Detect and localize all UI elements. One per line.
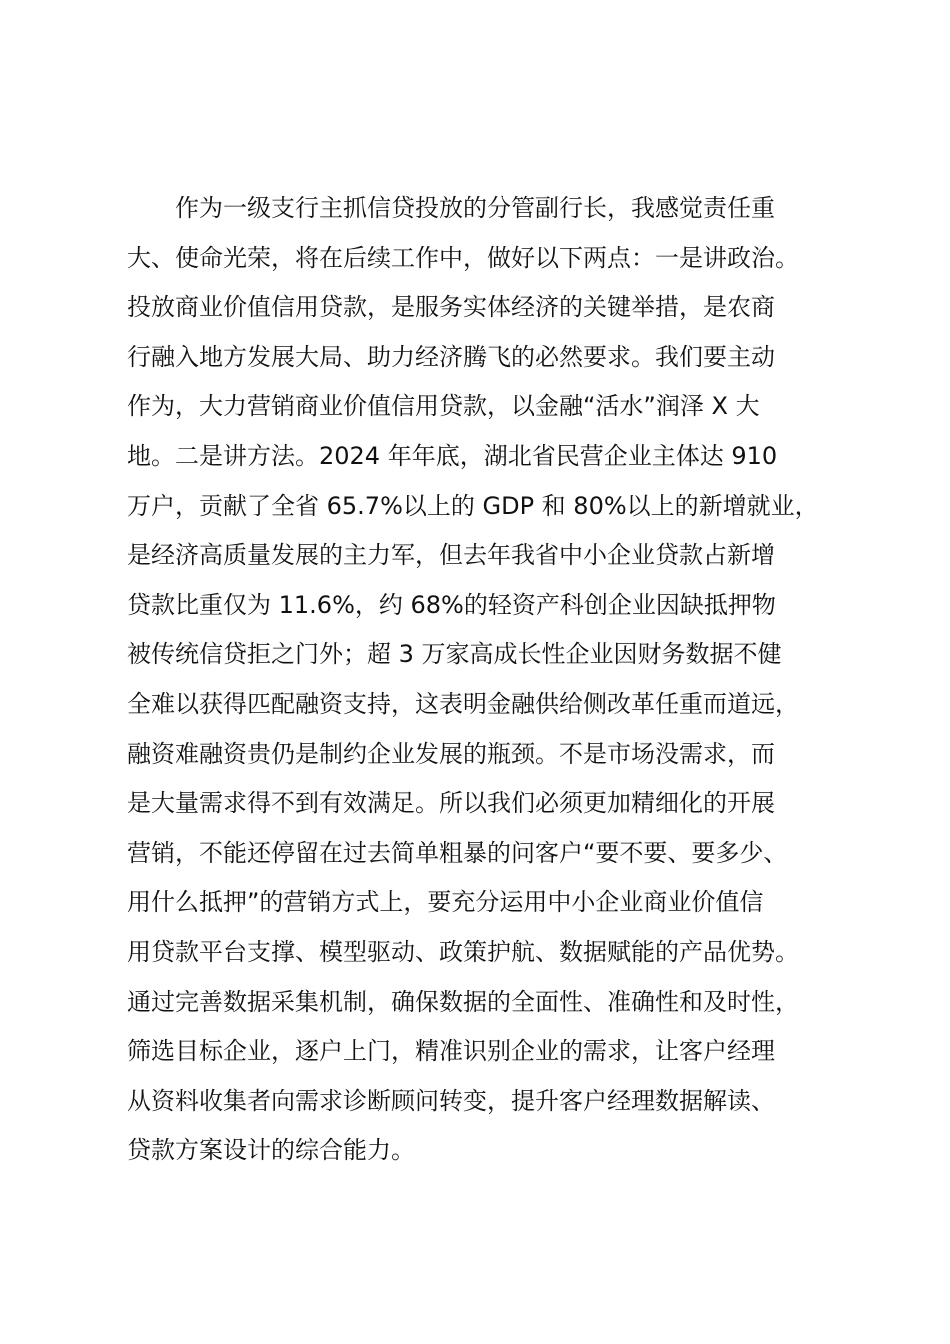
paragraph-line: 是大量需求得不到有效满足。所以我们必须更加精细化的开展: [127, 789, 775, 818]
paragraph-line: 营销，不能还停留在过去简单粗暴的问客户“要不要、要多少、: [127, 838, 788, 867]
paragraph-line: 用贷款平台支撑、模型驱动、政策护航、数据赋能的产品优势。: [127, 937, 799, 966]
paragraph-line: 万户，贡献了全省 65.7%以上的 GDP 和 80%以上的新增就业，: [127, 491, 819, 520]
paragraph-line: 作为，大力营销商业价值信用贷款，以金融“活水”润泽 X 大: [127, 392, 760, 421]
paragraph-line: 地。二是讲方法。2024 年年底，湖北省民营企业主体达 910: [127, 441, 778, 470]
paragraph-line: 全难以获得匹配融资支持，这表明金融供给侧改革任重而道远，: [127, 689, 799, 718]
paragraph-line: 被传统信贷拒之门外；超 3 万家高成长性企业因财务数据不健: [127, 640, 782, 669]
paragraph-line: 大、使命光荣，将在后续工作中，做好以下两点：一是讲政治。: [127, 243, 799, 272]
paragraph-line: 作为一级支行主抓信贷投放的分管副行长，我感觉责任重: [175, 194, 775, 222]
body-paragraph: [127, 184, 867, 1176]
paragraph-line: 通过完善数据采集机制，确保数据的全面性、准确性和及时性，: [127, 987, 799, 1016]
paragraph-line: 从资料收集者向需求诊断顾问转变，提升客户经理数据解读、: [127, 1086, 775, 1115]
paragraph-line: 贷款方案设计的综合能力。: [127, 1136, 415, 1165]
paragraph-line: 行融入地方发展大局、助力经济腾飞的必然要求。我们要主动: [127, 342, 775, 371]
paragraph-line: 贷款比重仅为 11.6%，约 68%的轻资产科创企业因缺抵押物: [127, 590, 776, 619]
paragraph-line: 融资难融资贵仍是制约企业发展的瓶颈。不是市场没需求，而: [127, 739, 775, 768]
paragraph-line: 筛选目标企业，逐户上门，精准识别企业的需求，让客户经理: [127, 1037, 775, 1066]
paragraph-line: 用什么抵押”的营销方式上，要充分运用中小企业商业价值信: [127, 888, 764, 917]
paragraph-line: 是经济高质量发展的主力军，但去年我省中小企业贷款占新增: [127, 541, 775, 570]
paragraph-line: 投放商业价值信用贷款，是服务实体经济的关键举措，是农商: [127, 293, 775, 322]
